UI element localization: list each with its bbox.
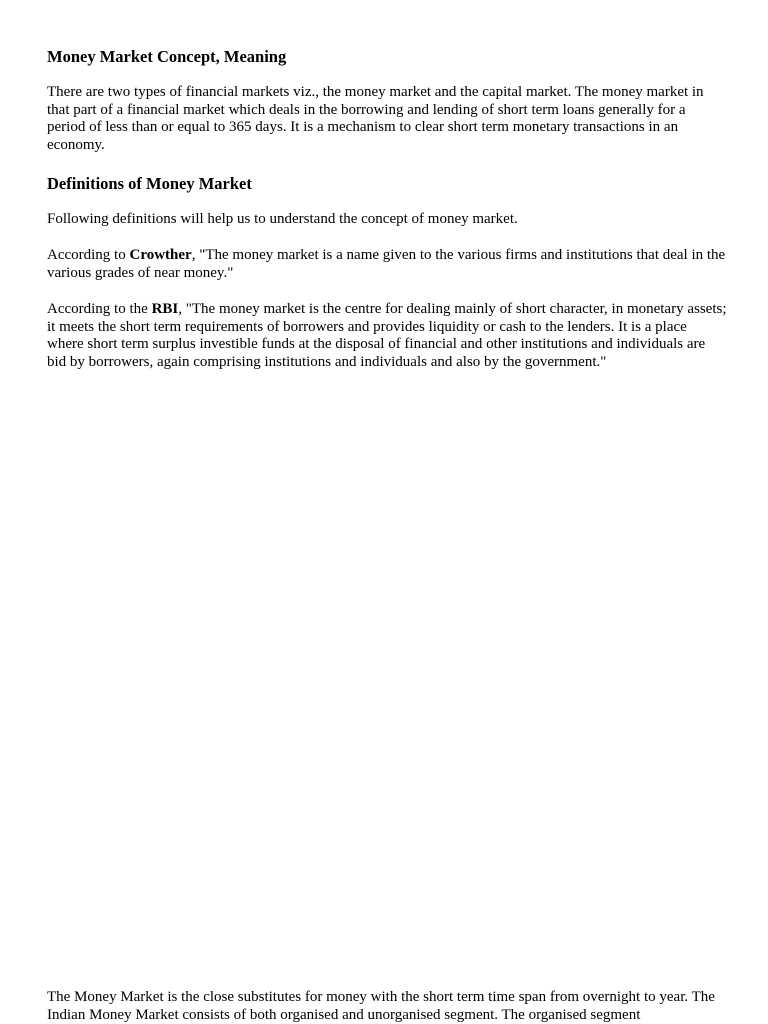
rbi-prefix: According to the [47, 301, 152, 317]
rbi-quote: , "The money market is the centre for dealing mainly of short character, in monetary assets; it meets the short term requirements of borrowers and provides liquidity or cash to the lenders. It is a place where short term surplus investible funds at the disposal of financial and other institutions and individuals are bid by borrowers, again comprising institutions and individuals and also by the government." [47, 301, 727, 370]
crowther-quote: , "The money market is a name given to the various firms and institutions that deal in the various grades of near money." [47, 247, 726, 281]
crowther-name: Crowther [129, 247, 192, 263]
concept-heading: Money Market Concept, Meaning [47, 47, 287, 66]
crowther-definition [47, 247, 727, 282]
rbi-definition [47, 301, 727, 371]
definitions-heading: Definitions of Money Market [47, 174, 252, 193]
intro-paragraph: There are two types of financial markets viz., the money market and the capital market. The money market in that part of a financial market which deals in the borrowing and lending of short term loans generally for a period of less than or equal to 365 days. It is a mechanism to clear short term monetary transactions in an economy. [47, 84, 704, 153]
rbi-name: RBI [151, 301, 179, 317]
bottom-paragraph: The Money Market is the close substitutes for money with the short term time span from overnight to year. The Indian Money Market consists of both organised and unorganised segment. The organised segment [47, 989, 715, 1023]
following-paragraph: Following definitions will help us to understand the concept of money market. [47, 211, 518, 227]
crowther-prefix: According to [47, 247, 130, 263]
